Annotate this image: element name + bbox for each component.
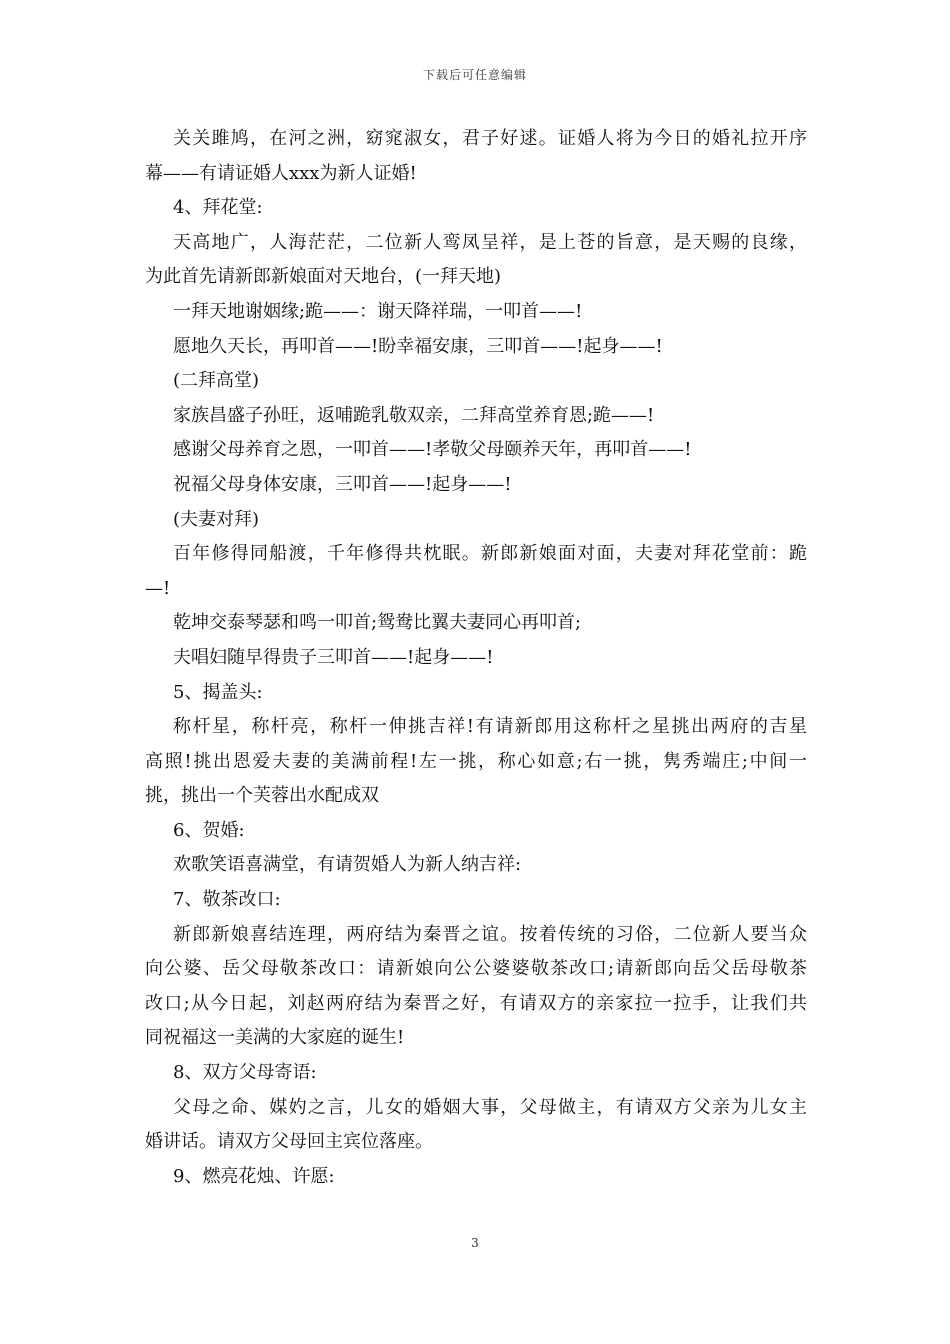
section-heading: 9、燃亮花烛、许愿: [173,1165,335,1187]
paragraph-line: 祝福父母身体安康，三叩首——!起身——! [173,473,512,495]
paragraph-line: 欢歌笑语喜满堂，有请贺婚人为新人纳吉祥: [173,854,522,876]
paragraph-line: 一拜天地谢姻缘;跪——：谢天降祥瑞，一叩首——! [173,300,583,322]
section-heading: 4、拜花堂: [173,197,263,219]
paragraph-line: 夫唱妇随早得贵子三叩首——!起身——! [173,646,494,668]
paragraph-line: (二拜高堂) [173,370,260,392]
paragraph-line: 天高地广，人海茫茫，二位新人鸾凤呈祥，是上苍的旨意，是天赐的良缘， [173,231,807,253]
paragraph-line: 乾坤交泰琴瑟和鸣一叩首;鸳鸯比翼夫妻同心再叩首; [173,612,582,634]
section-heading: 5、揭盖头: [173,681,263,703]
paragraph-line: 改口;从今日起，刘赵两府结为秦晋之好，有请双方的亲家拉一拉手，让我们共 [145,992,807,1014]
paragraph-line: 称杆星，称杆亮，称杆一伸挑吉祥!有请新郎用这称杆之星挑出两府的吉星 [173,716,807,738]
page-header-note: 下载后可任意编辑 [422,68,527,82]
section-heading: 7、敬茶改口: [173,889,281,911]
paragraph-line: (夫妻对拜) [173,508,260,530]
paragraph-line: 同祝福这一美满的大家庭的诞生! [145,1027,405,1049]
paragraph-line: 百年修得同船渡，千年修得共枕眠。新郎新娘面对面，夫妻对拜花堂前：跪 [173,543,807,565]
page-number: 3 [471,1236,479,1250]
paragraph-line: 向公婆、岳父母敬茶改口：请新娘向公公婆婆敬茶改口;请新郎向岳父岳母敬茶 [145,958,807,980]
paragraph-line: 幕——有请证婚人xxx为新人证婚! [145,162,417,184]
paragraph-line: 婚讲话。请双方父母回主宾位落座。 [145,1131,433,1153]
paragraph-line: 新郎新娘喜结连理，两府结为秦晋之谊。按着传统的习俗，二位新人要当众 [173,923,807,945]
paragraph-line: 感谢父母养育之恩，一叩首——!孝敬父母颐养天年，再叩首——! [173,439,692,461]
paragraph-line: 关关雎鸠，在河之洲，窈窕淑女，君子好逑。证婚人将为今日的婚礼拉开序 [173,128,807,149]
section-heading: 8、双方父母寄语: [173,1062,317,1084]
section-heading: 6、贺婚: [173,819,245,841]
paragraph-line: 高照!挑出恩爱夫妻的美满前程!左一挑，称心如意;右一挑，隽秀端庄;中间一 [145,750,807,772]
paragraph-line: 愿地久天长，再叩首——!盼幸福安康，三叩首——!起身——! [173,335,663,357]
document-body [145,122,807,1194]
paragraph-line: 为此首先请新郎新娘面对天地台，(一拜天地) [145,266,502,288]
paragraph-line: 父母之命、媒妁之言，儿女的婚姻大事，父母做主，有请双方父亲为儿女主 [173,1096,807,1118]
paragraph-line: 家族昌盛子孙旺，返哺跪乳敬双亲，二拜高堂养育恩;跪——! [173,404,655,426]
paragraph-line: —! [145,577,171,599]
paragraph-line: 挑，挑出一个芙蓉出水配成双 [145,785,379,807]
